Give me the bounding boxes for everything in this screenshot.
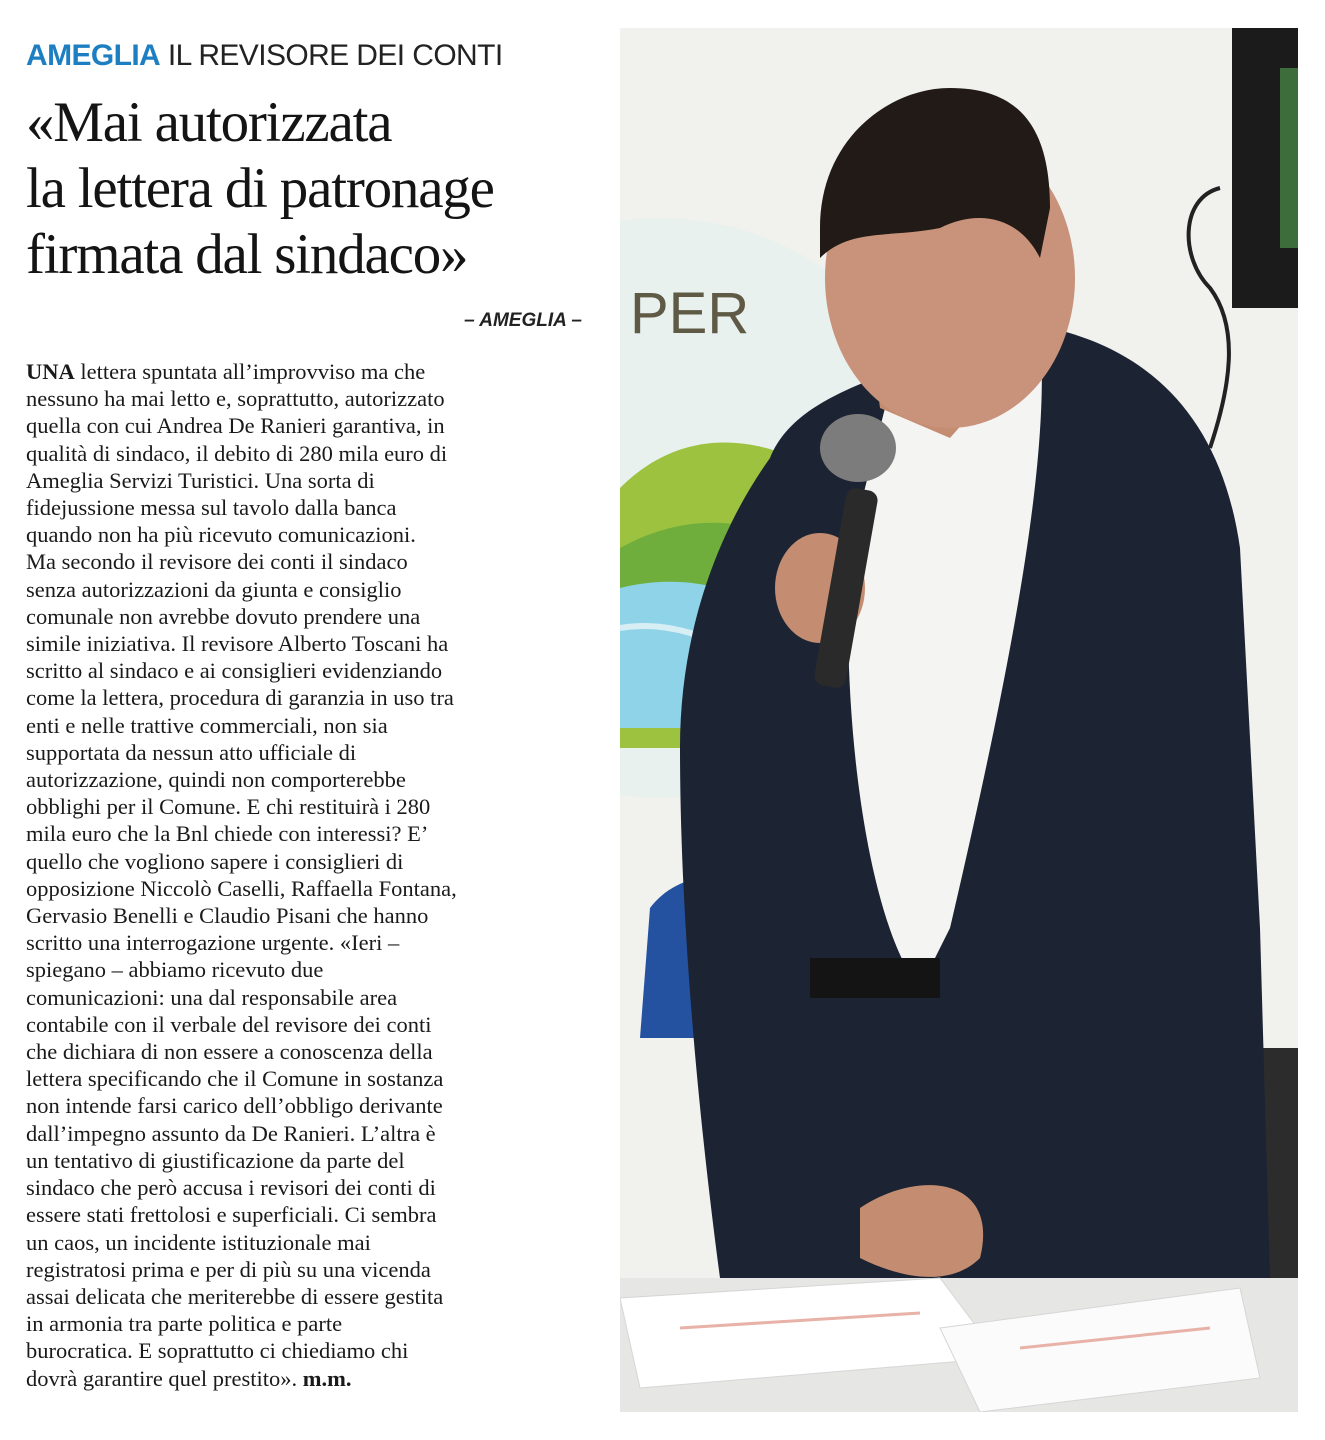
kicker (26, 36, 582, 76)
body-line: che dichiara di non essere a conoscenza della (26, 1039, 433, 1065)
lower-hand (860, 1185, 983, 1277)
body-line: essere stati frettolosi e superficiali. Ci sembra (26, 1202, 437, 1228)
body-line: come la lettera, procedura di garanzia in uso tra (26, 685, 454, 711)
body-line: un caos, un incidente istituzionale mai (26, 1229, 371, 1255)
body-line: quello che vogliono sapere i consiglieri di (26, 848, 404, 874)
body-line (26, 358, 582, 385)
body-lines (26, 385, 582, 1364)
body-line: un tentativo di giustificazione da parte del (26, 1147, 405, 1173)
dateline: – AMEGLIA – (464, 310, 582, 331)
body-line: obblighi per il Comune. E chi restituirà i 280 (26, 794, 431, 820)
photo (620, 28, 1298, 1412)
kicker-place: AMEGLIA (26, 39, 161, 72)
body-line: qualità di sindaco, il debito di 280 mila euro di (26, 440, 448, 466)
article (26, 36, 582, 1416)
body-line: contabile con il verbale del revisore dei conti (26, 1011, 432, 1037)
body-last-text: dovrà garantire quel prestito». (26, 1365, 298, 1391)
body-line: comunicazioni: una dal responsabile area (26, 984, 398, 1010)
body-line: spiegano – abbiamo ricevuto due (26, 957, 324, 983)
photo-illustration (620, 28, 1298, 1412)
body-line: nessuno ha mai letto e, soprattutto, autorizzato (26, 386, 445, 412)
lead-word: UNA (26, 359, 75, 384)
body-line: lettera specificando che il Comune in sostanza (26, 1066, 444, 1092)
body-line: in armonia tra parte politica e parte (26, 1311, 343, 1337)
body-line: burocratica. E soprattutto ci chiediamo chi (26, 1338, 409, 1364)
body-line: autorizzazione, quindi non comporterebbe (26, 767, 406, 793)
body-line: opposizione Niccolò Caselli, Raffaella Fontana, (26, 875, 457, 901)
body-line: assai delicata che meriterebbe di essere gestita (26, 1283, 444, 1309)
body-line: quella con cui Andrea De Ranieri garantiva, in (26, 413, 445, 439)
body-line: scritto una interrogazione urgente. «Ieri – (26, 930, 400, 956)
body-line: Gervasio Benelli e Claudio Pisani che hanno (26, 903, 429, 929)
headline (26, 90, 582, 288)
kicker-topic: IL REVISORE DEI CONTI (167, 39, 503, 72)
body-line: Ma secondo il revisore dei conti il sindaco (26, 549, 408, 575)
article-body (26, 358, 582, 1392)
body-first-line-rest: lettera spuntata all’improvviso ma che (74, 359, 426, 384)
headline-line: firmata dal sindaco» (26, 223, 468, 286)
body-line: mila euro che la Bnl chiede con interessi? E’ (26, 821, 429, 847)
body-line: scritto al sindaco e ai consiglieri evidenziando (26, 658, 443, 684)
banner-text: PER (630, 281, 750, 346)
body-line: Ameglia Servizi Turistici. Una sorta di (26, 467, 375, 493)
belt (810, 958, 940, 998)
body-line: fidejussione messa sul tavolo dalla banca (26, 495, 397, 521)
body-line: registratosi prima e per di più su una vicenda (26, 1256, 431, 1282)
body-line: comunale non avrebbe dovuto prendere una (26, 603, 421, 629)
body-line: supportata da nessun atto ufficiale di (26, 739, 357, 765)
body-last-line (26, 1365, 582, 1392)
body-line: sindaco che però accusa i revisori dei conti di (26, 1175, 436, 1201)
body-line: dall’impegno assunto da De Ranieri. L’altra è (26, 1120, 436, 1146)
body-line: senza autorizzazioni da giunta e consiglio (26, 576, 402, 602)
body-line: enti e nelle trattive commerciali, non sia (26, 712, 388, 738)
body-line: quando non ha più ricevuto comunicazioni. (26, 522, 416, 548)
body-line: simile iniziativa. Il revisore Alberto Toscani ha (26, 631, 449, 657)
headline-line: «Mai autorizzata (26, 91, 392, 154)
author-signature: m.m. (302, 1365, 352, 1391)
microphone-head (820, 414, 896, 482)
headline-line: la lettera di patronage (26, 157, 494, 220)
monitor-screen (1280, 68, 1298, 248)
body-line: non intende farsi carico dell’obbligo derivante (26, 1093, 443, 1119)
